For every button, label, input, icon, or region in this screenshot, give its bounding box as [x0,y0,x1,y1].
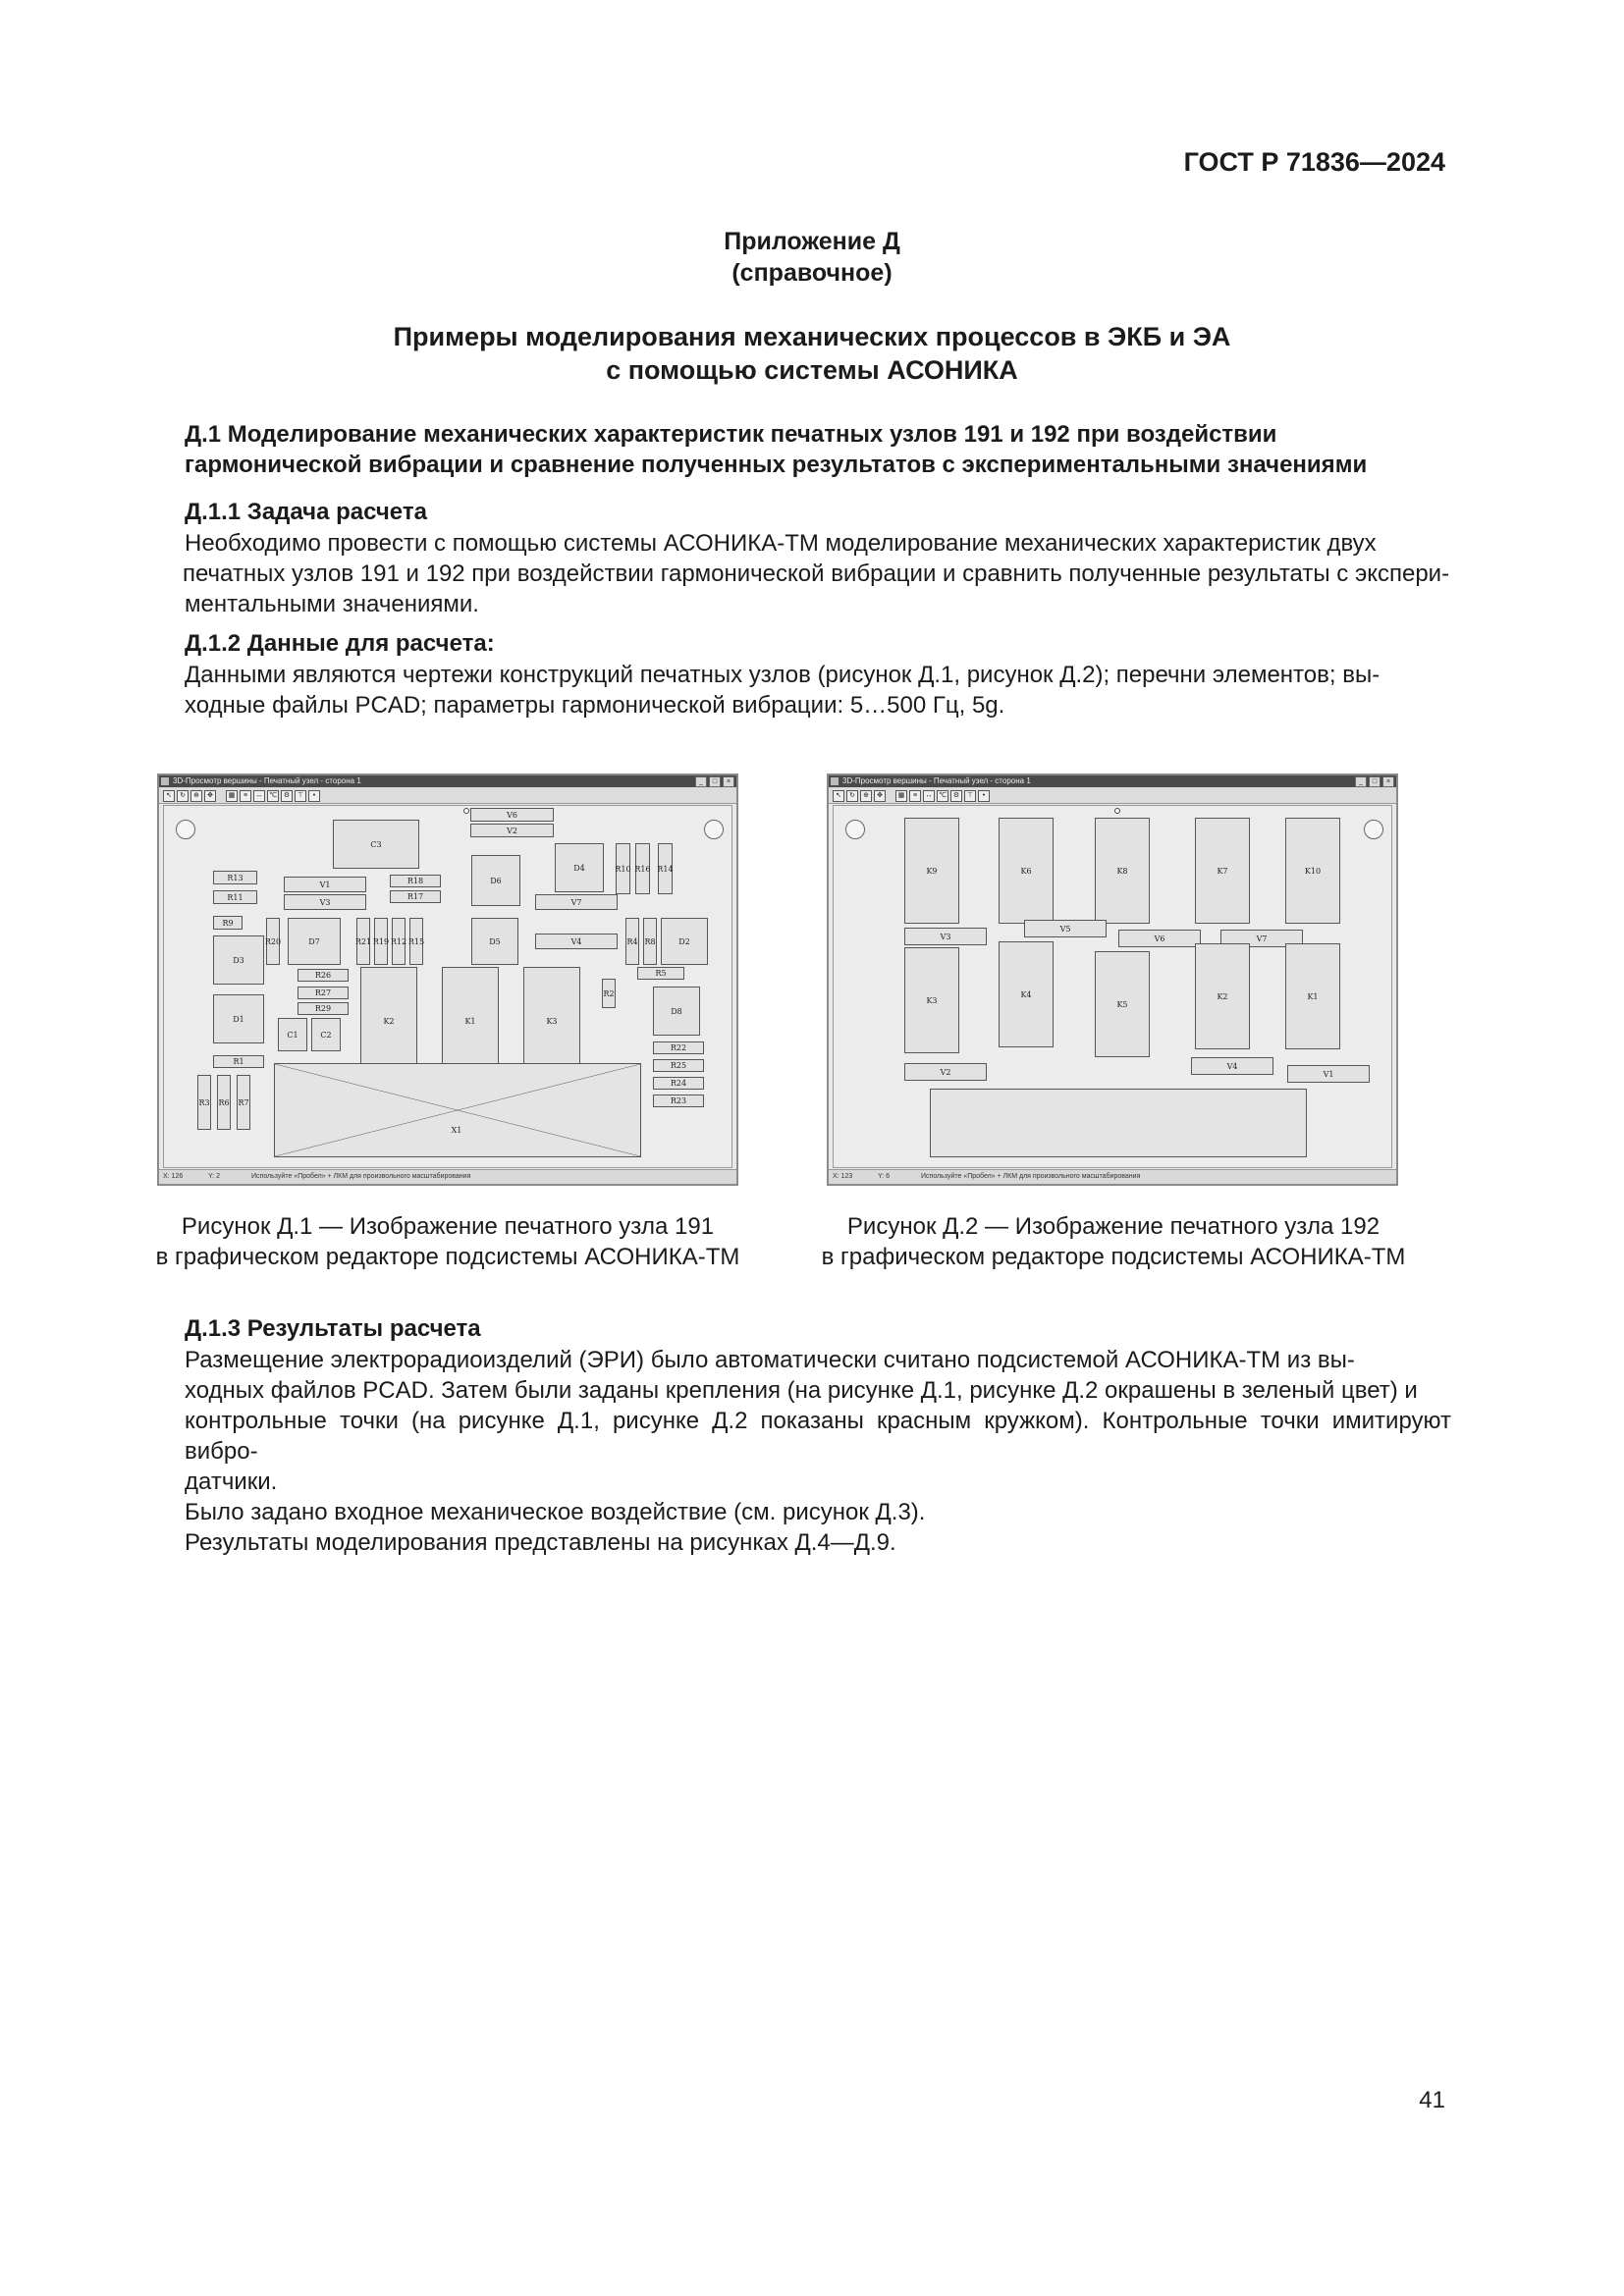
app-icon [161,777,169,785]
figure1-caption-line2: в графическом редакторе подсистемы АСОНИКА-ТМ [155,1244,740,1270]
point-tool-icon[interactable]: • [978,790,990,802]
component-r7[interactable]: R7 [237,1075,250,1130]
figure2-caption [785,1211,1441,1272]
point-tool-icon[interactable]: • [308,790,320,802]
section-d1-line1: Д.1 Моделирование механических характеристик печатных узлов 191 и 192 при воздействии [185,421,1277,448]
select-tool-icon[interactable]: ↖ [163,790,175,802]
component-k1[interactable]: K1 [1285,943,1340,1049]
component-x1[interactable] [274,1063,641,1157]
component-d7[interactable]: D7 [288,918,341,965]
component-r23[interactable]: R23 [653,1095,704,1107]
component-r5[interactable]: R5 [637,967,684,980]
component-k2[interactable]: K2 [360,967,417,1075]
mounting-hole [176,820,195,839]
component-r22[interactable]: R22 [653,1041,704,1054]
figure1-caption-line1: Рисунок Д.1 — Изображение печатного узла 191 [181,1213,715,1240]
temperature-tool-icon[interactable]: ℃ [937,790,948,802]
status-x: X: 123 [833,1173,853,1180]
pan-tool-icon[interactable]: ✥ [874,790,886,802]
component-r4[interactable]: R4 [625,918,639,965]
component-r19[interactable]: R19 [374,918,388,965]
component-r2[interactable]: R2 [602,979,616,1008]
component-k6[interactable]: K6 [999,818,1054,924]
status-y: Y: 2 [208,1173,221,1180]
component-v6[interactable]: V6 [470,808,554,822]
page-number: 41 [1419,2087,1445,2113]
close-icon[interactable]: × [1382,776,1394,787]
figure1-caption [118,1211,778,1272]
component-r29[interactable]: R29 [298,1002,349,1015]
component-r26[interactable]: R26 [298,969,349,982]
component-r3[interactable]: R3 [197,1075,211,1130]
component-r8[interactable]: R8 [643,918,657,965]
figure2-statusbar [829,1169,1396,1184]
section-d13-line2: ходных файлов PCAD. Затем были заданы крепления (на рисунке Д.1, рисунке Д.2 окрашены в зеленый цвет) и [185,1377,1418,1404]
component-d2[interactable]: D2 [661,918,708,965]
figure1-toolbar [159,787,736,804]
section-d13-heading: Д.1.3 Результаты расчета [185,1315,481,1342]
component-r10[interactable]: R10 [616,843,630,894]
figure1-window-title: 3D-Просмотр вершины - Печатный узел - сторона 1 [173,776,361,785]
app-icon [831,777,839,785]
minimize-icon[interactable]: _ [1355,776,1367,787]
pin-tool-icon[interactable]: ⊤ [964,790,976,802]
figure2-titlebar [829,775,1396,787]
pan-tool-icon[interactable]: ✥ [204,790,216,802]
section-d13-line5: Было задано входное механическое воздействие (см. рисунок Д.3). [185,1499,926,1525]
component-r16[interactable]: R16 [635,843,650,894]
component-k1[interactable]: K1 [442,967,499,1075]
standard-number: ГОСТ Р 71836—2024 [1183,147,1445,177]
component-r25[interactable]: R25 [653,1059,704,1072]
component-k7[interactable]: K7 [1195,818,1250,924]
pin-tool-icon[interactable]: ⊤ [295,790,306,802]
grid-tool-icon[interactable]: ▦ [226,790,238,802]
main-title-line1: Примеры моделирования механических процессов в ЭКБ и ЭА [393,322,1231,351]
zoom-tool-icon[interactable]: ⊕ [860,790,872,802]
connector-cross [275,1064,640,1156]
component-k10[interactable]: K10 [1285,818,1340,924]
zoom-tool-icon[interactable]: ⊕ [190,790,202,802]
component-k8[interactable]: K8 [1095,818,1150,924]
figure2-caption-line1: Рисунок Д.2 — Изображение печатного узла 192 [846,1213,1380,1240]
section-d12-heading: Д.1.2 Данные для расчета: [185,630,495,657]
component-v7[interactable]: V7 [535,894,618,910]
figure1-screenshot [157,774,738,1186]
component-r21[interactable]: R21 [356,918,370,965]
component-k5[interactable]: K5 [1095,951,1150,1057]
control-point [1114,808,1120,814]
mounting-hole [1364,820,1383,839]
component-r11[interactable]: R11 [213,890,257,904]
section-d13-line3: контрольные точки (на рисунке Д.1, рисунке Д.2 показаны красным кружком). Контрольные точки имитируют вибро- [185,1408,1451,1465]
section-d12-line1: Данными являются чертежи конструкций печатных узлов (рисунок Д.1, рисунок Д.2); перечни элементов; вы- [185,662,1380,688]
measure-tool-icon[interactable]: ↔ [253,790,265,802]
component-v5[interactable]: V5 [1024,920,1107,937]
component-v3[interactable]: V3 [904,928,987,945]
section-d1-line2: гармонической вибрации и сравнение полученных результатов с экспериментальными значениями [185,452,1368,478]
component-k4[interactable]: K4 [999,941,1054,1047]
section-d13-line4: датчики. [185,1468,278,1495]
measure-tool-icon[interactable]: ↔ [923,790,935,802]
component-c3[interactable]: C3 [333,820,419,869]
figure2-window-title: 3D-Просмотр вершины - Печатный узел - сторона 1 [842,776,1031,785]
section-d11-heading: Д.1.1 Задача расчета [185,499,427,525]
appendix-subtitle: (справочное) [731,259,893,287]
component-v4[interactable]: V4 [535,934,618,949]
component-r13[interactable]: R13 [213,871,257,884]
section-d12-text [185,660,1451,721]
section-d11-line1: Необходимо провести с помощью системы АСОНИКА-ТМ моделирование механических характеристик двух [185,530,1377,557]
component-v1[interactable]: V1 [284,877,366,892]
component-x1[interactable] [930,1089,1307,1157]
component-r14[interactable]: R14 [658,843,673,894]
settings-tool-icon[interactable]: ⚙ [950,790,962,802]
figure2-caption-line2: в графическом редакторе подсистемы АСОНИКА-ТМ [821,1244,1406,1270]
section-d11-line2: печатных узлов 191 и 192 при воздействии гармонической вибрации и сравнить полученные результаты с экспери- [183,561,1450,587]
component-v3[interactable]: V3 [284,894,366,910]
component-d3[interactable]: D3 [213,935,264,985]
section-d11-line3: ментальными значениями. [185,591,479,617]
component-r27[interactable]: R27 [298,987,349,999]
control-point [463,808,469,814]
component-x1-label: X1 [451,1125,462,1135]
figure1-statusbar [159,1169,736,1184]
component-v1[interactable]: V1 [1287,1065,1370,1083]
main-title-line2: с помощью системы АСОНИКА [606,355,1018,385]
component-r12[interactable]: R12 [392,918,406,965]
component-d4[interactable]: D4 [555,843,604,892]
component-r18[interactable]: R18 [390,875,441,887]
status-hint: Используйте «Пробел» + ЛКМ для произвольного масштабирования [251,1173,471,1180]
component-d6[interactable]: D6 [471,855,520,906]
figure1-board [163,805,732,1168]
maximize-icon[interactable]: □ [1369,776,1380,787]
figure1-titlebar [159,775,736,787]
rotate-tool-icon[interactable]: ↻ [846,790,858,802]
appendix-title: Приложение Д [724,228,900,255]
section-d13-line1: Размещение электрорадиоизделий (ЭРИ) было автоматически считано подсистемой АСОНИКА-ТМ из вы- [185,1347,1355,1373]
component-k3[interactable]: K3 [904,947,959,1053]
figure2-screenshot [827,774,1398,1186]
component-v6[interactable]: V6 [1118,930,1201,947]
component-c2[interactable]: C2 [311,1018,341,1051]
component-d1[interactable]: D1 [213,994,264,1043]
status-y: Y: 6 [878,1173,891,1180]
figure2-toolbar [829,787,1396,804]
status-x: X: 126 [163,1173,184,1180]
component-r1[interactable]: R1 [213,1055,264,1068]
section-d12-line2: ходные файлы PCAD; параметры гармонической вибрации: 5…500 Гц, 5g. [185,692,1005,719]
layers-tool-icon[interactable]: ≡ [240,790,251,802]
component-r9[interactable]: R9 [213,916,243,930]
component-k9[interactable]: K9 [904,818,959,924]
component-r6[interactable]: R6 [217,1075,231,1130]
component-d8[interactable]: D8 [653,987,700,1036]
component-k2[interactable]: K2 [1195,943,1250,1049]
component-r17[interactable]: R17 [390,890,441,903]
section-d13-line6: Результаты моделирования представлены на рисунках Д.4—Д.9. [185,1529,896,1556]
component-r24[interactable]: R24 [653,1077,704,1090]
section-d11-text [185,528,1451,619]
component-r20[interactable]: R20 [266,918,280,965]
component-d5[interactable]: D5 [471,918,518,965]
select-tool-icon[interactable]: ↖ [833,790,844,802]
section-d1-heading [185,419,1451,480]
component-v4[interactable]: V4 [1191,1057,1273,1075]
layers-tool-icon[interactable]: ≡ [909,790,921,802]
section-d13-text [185,1345,1451,1558]
temperature-tool-icon[interactable]: ℃ [267,790,279,802]
figure2-board [833,805,1392,1168]
rotate-tool-icon[interactable]: ↻ [177,790,189,802]
component-v2[interactable]: V2 [904,1063,987,1081]
mounting-hole [845,820,865,839]
component-v2[interactable]: V2 [470,824,554,837]
component-k3[interactable]: K3 [523,967,580,1075]
component-v7[interactable]: V7 [1220,930,1303,947]
close-icon[interactable]: × [723,776,734,787]
component-c1[interactable]: C1 [278,1018,307,1051]
mounting-hole [704,820,724,839]
maximize-icon[interactable]: □ [709,776,721,787]
component-r15[interactable]: R15 [409,918,423,965]
settings-tool-icon[interactable]: ⚙ [281,790,293,802]
minimize-icon[interactable]: _ [695,776,707,787]
status-hint: Используйте «Пробел» + ЛКМ для произвольного масштабирования [921,1173,1141,1180]
grid-tool-icon[interactable]: ▦ [895,790,907,802]
